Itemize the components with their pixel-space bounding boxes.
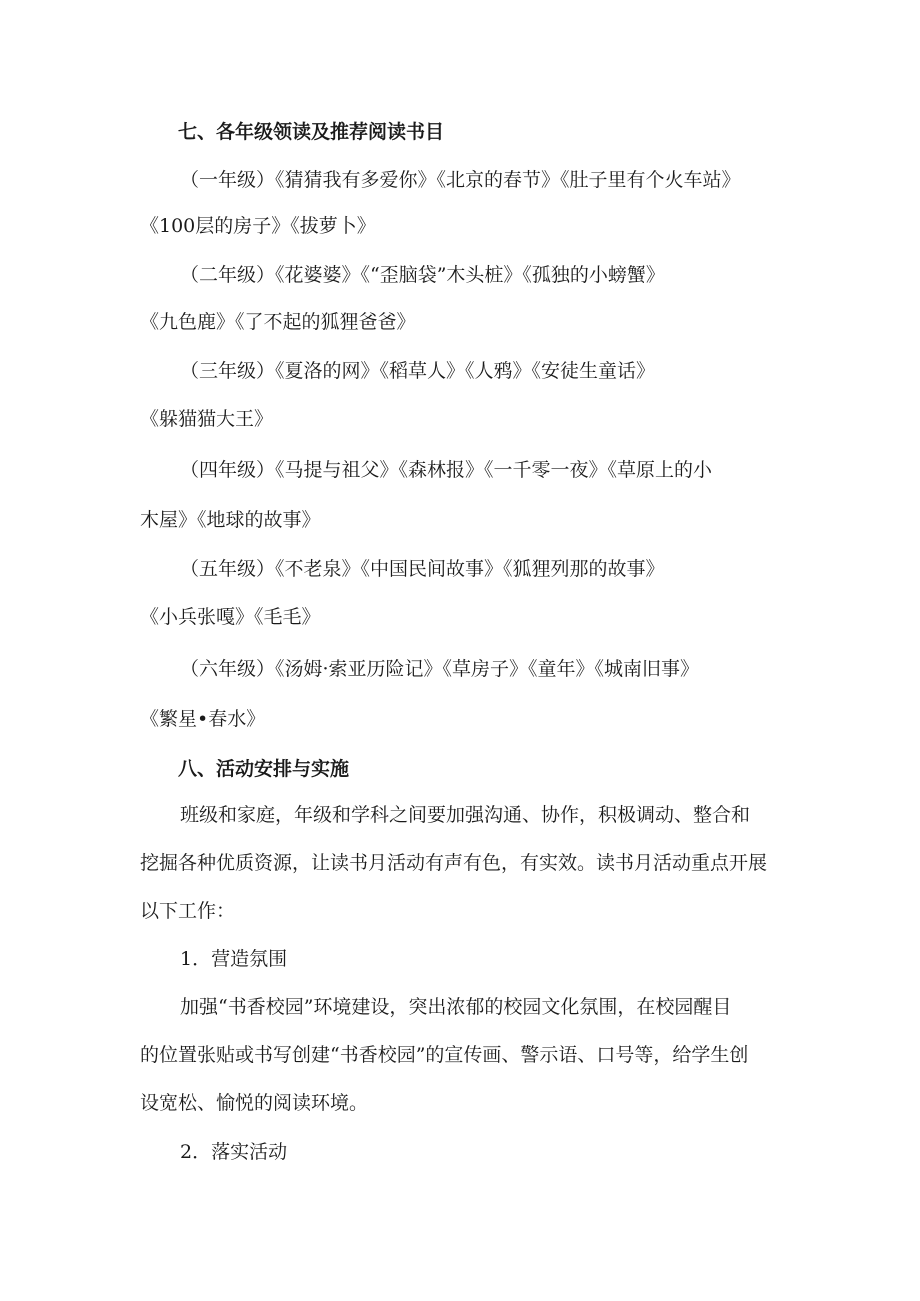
grade-6-books-line-1: （六年级）《汤姆·索亚历险记》《草房子》《童年》《城南旧事》 <box>180 658 700 680</box>
section-8-heading: 八、活动安排与实施 <box>178 758 350 780</box>
grade-3-books-line-2: 《躲猫猫大王》 <box>140 408 274 430</box>
grade-1-books-line-2: 《100层的房子》《拔萝卜》 <box>140 215 376 237</box>
grade-5-books-line-1: （五年级）《不老泉》《中国民间故事》《狐狸列那的故事》 <box>180 558 665 580</box>
grade-2-books-line-2: 《九色鹿》《了不起的狐狸爸爸》 <box>140 311 416 333</box>
grade-6-books-line-2: 《繁星•春水》 <box>140 708 266 730</box>
grade-3-books-line-1: （三年级）《夏洛的网》《稻草人》《人鸦》《安徒生童话》 <box>180 360 656 382</box>
item-1-body-line-2: 的位置张贴或书写创建“书香校园”的宣传画、警示语、口号等，给学生创 <box>140 1044 749 1066</box>
section-8-intro-line-2: 挖掘各种优质资源，让读书月活动有声有色，有实效。读书月活动重点开展 <box>140 852 768 874</box>
item-1-title: 1．营造氛围 <box>180 948 288 970</box>
grade-1-books-line-1: （一年级）《猜猜我有多爱你》《北京的春节》《肚子里有个火车站》 <box>180 169 741 191</box>
grade-4-books-line-1: （四年级）《马提与祖父》《森林报》《一千零一夜》《草原上的小 <box>180 459 713 481</box>
item-2-title: 2．落实活动 <box>180 1141 288 1163</box>
section-8-intro-line-1: 班级和家庭，年级和学科之间要加强沟通、协作，积极调动、整合和 <box>180 804 751 826</box>
section-7-heading: 七、各年级领读及推荐阅读书目 <box>178 121 445 143</box>
grade-5-books-line-2: 《小兵张嘎》《毛毛》 <box>140 606 321 628</box>
grade-2-books-line-1: （二年级）《花婆婆》《“歪脑袋”木头桩》《孤独的小螃蟹》 <box>180 264 665 286</box>
item-1-body-line-3: 设宽松、愉悦的阅读环境。 <box>140 1092 369 1114</box>
section-8-intro-line-3: 以下工作： <box>140 900 236 922</box>
item-1-body-line-1: 加强“书香校园”环境建设，突出浓郁的校园文化氛围，在校园醒目 <box>180 996 732 1018</box>
grade-4-books-line-2: 木屋》《地球的故事》 <box>140 509 321 531</box>
